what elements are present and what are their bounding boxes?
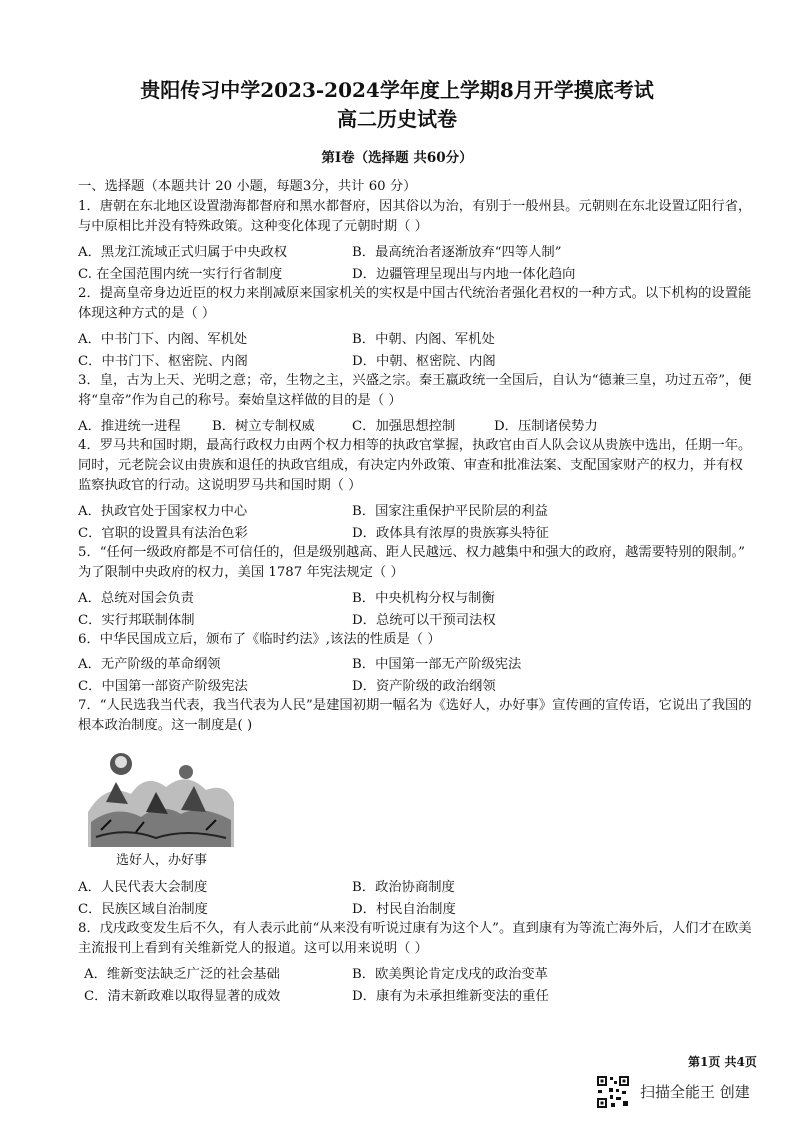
q2-option-c: C．中书门下、枢密院、内阁: [78, 354, 248, 369]
q3-option-c: C．加强思想控制: [352, 419, 456, 434]
propaganda-poster-image: [86, 742, 236, 847]
q5-stem-line1: 5．“任何一级政府都是不可信任的，但是级别越高、距人民越远、权力越集中和强大的政府，越需要特别的限制。”: [78, 545, 745, 560]
q6-option-b: B．中国第一部无产阶级宪法: [352, 657, 522, 672]
q3-stem-line1: 3．皇，古为上天、光明之意；帝，生物之主，兴盛之宗。秦王嬴政统一全国后，自认为“德兼三皇，功过五帝”，便: [78, 373, 752, 388]
q5-option-d: D．总统可以干预司法权: [352, 613, 496, 628]
q6-option-d: D．资产阶级的政治纲领: [352, 679, 496, 694]
q7-option-a: A．人民代表大会制度: [78, 880, 208, 895]
q2-option-d: D．中朝、枢密院、内阁: [352, 354, 496, 369]
q8-stem-line1: 8．戊戌政变发生后不久，有人表示此前“从来没有听说过康有为这个人”。直到康有为等流亡海外后，人们才在欧美: [78, 921, 752, 936]
q7-option-b: B．政治协商制度: [352, 880, 455, 895]
q6-option-c: C．中国第一部资产阶级宪法: [78, 679, 248, 694]
q4-option-c: C．官职的设置具有法治色彩: [78, 526, 248, 541]
q2-option-a: A．中书门下、内阁、军机处: [78, 332, 248, 347]
exam-title: 贵阳传习中学2023-2024学年度上学期8月开学摸底考试: [140, 78, 654, 102]
q7-stem-line1: 7．“人民选我当代表，我当代表为人民”是建国初期一幅名为《选好人，办好事》宣传画的宣传语，它说出了我国的: [78, 698, 752, 713]
section-heading: 第Ⅰ卷（选择题 共60分）: [321, 150, 473, 166]
scanner-watermark: 扫描全能王 创建: [640, 1083, 750, 1101]
figure-caption: 选好人，办好事: [116, 853, 208, 868]
q5-option-b: B．中央机构分权与制衡: [352, 591, 495, 606]
q8-stem-line2: 主流报刊上看到有关维新党人的报道。这可以用来说明（ ）: [78, 941, 428, 956]
q8-option-a: A．维新变法缺乏广泛的社会基础: [84, 967, 280, 982]
q3-option-b: B．树立专制权威: [212, 419, 315, 434]
instructions: 一、选择题（本题共计 20 小题，每题3分，共计 60 分）: [78, 179, 417, 194]
q4-option-d: D．政体具有浓厚的贵族寡头特征: [352, 526, 549, 541]
q2-option-b: B．中朝、内阁、军机处: [352, 332, 495, 347]
q4-stem-line2: 同时，元老院会议由贵族和退任的执政官组成，有决定内外政策、审查和批准法案、支配国家财产的权力，并有权: [78, 458, 743, 473]
q5-option-a: A．总统对国会负责: [78, 591, 194, 606]
q6-option-a: A．无产阶级的革命纲领: [78, 657, 221, 672]
page-number: 第1页 共4页: [688, 1055, 757, 1069]
q3-option-d: D．压制诸侯势力: [494, 419, 598, 434]
q6-stem-line1: 6．中华民国成立后，颁布了《临时约法》,该法的性质是（ ）: [78, 632, 441, 647]
q1-stem-line2: 与中原相比并没有特殊政策。这种变化体现了元朝时期（ ）: [78, 219, 428, 234]
q1-stem-line1: 1．唐朝在东北地区设置渤海都督府和黑水都督府，因其俗以为治，有别于一般州县。元朝则在东北设置辽阳行省，: [78, 199, 752, 214]
q7-stem-line2: 根本政治制度。这一制度是( ): [78, 718, 253, 733]
q3-stem-line2: 将“皇帝”作为自己的称号。秦始皇这样做的目的是（ ）: [78, 393, 402, 408]
q2-stem-line1: 2．提高皇帝身边近臣的权力来削减原来国家机关的实权是中国古代统治者强化君权的一种方式。以下机构的设置能: [78, 286, 752, 301]
q4-stem-line1: 4．罗马共和国时期，最高行政权力由两个权力相等的执政官掌握，执政官由百人队会议从贵族中选出，任期一年。: [78, 438, 752, 453]
q5-option-c: C．实行邦联制体制: [78, 613, 195, 628]
q1-option-a: A．黑龙江流域正式归属于中央政权: [78, 245, 288, 260]
q8-option-c: C．清末新政难以取得显著的成效: [84, 989, 281, 1004]
q4-option-a: A．执政官处于国家权力中心: [78, 504, 248, 519]
q2-stem-line2: 体现这种方式的是（ ）: [78, 306, 216, 321]
exam-subtitle: 高二历史试卷: [337, 107, 457, 131]
q5-stem-line2: 为了限制中央政府的权力，美国 1787 年宪法规定（ ）: [78, 565, 404, 580]
q4-stem-line3: 监察执政官的行动。这说明罗马共和国时期（ ）: [78, 478, 362, 493]
q7-option-c: C．民族区域自治制度: [78, 902, 208, 917]
q1-option-d: D．边疆管理呈现出与内地一体化趋向: [352, 267, 576, 282]
q8-option-b: B．欧美舆论肯定戊戌的政治变革: [352, 967, 548, 982]
q1-option-b: B．最高统治者逐渐放弃“四等人制”: [352, 245, 562, 260]
q7-option-d: D．村民自治制度: [352, 902, 456, 917]
q4-option-b: B．国家注重保护平民阶层的利益: [352, 504, 548, 519]
q1-option-c: C. 在全国范围内统一实行行省制度: [78, 267, 283, 282]
qr-code-icon: [596, 1075, 630, 1109]
q8-option-d: D．康有为未承担维新变法的重任: [352, 989, 549, 1004]
q3-option-a: A．推进统一进程: [78, 419, 181, 434]
